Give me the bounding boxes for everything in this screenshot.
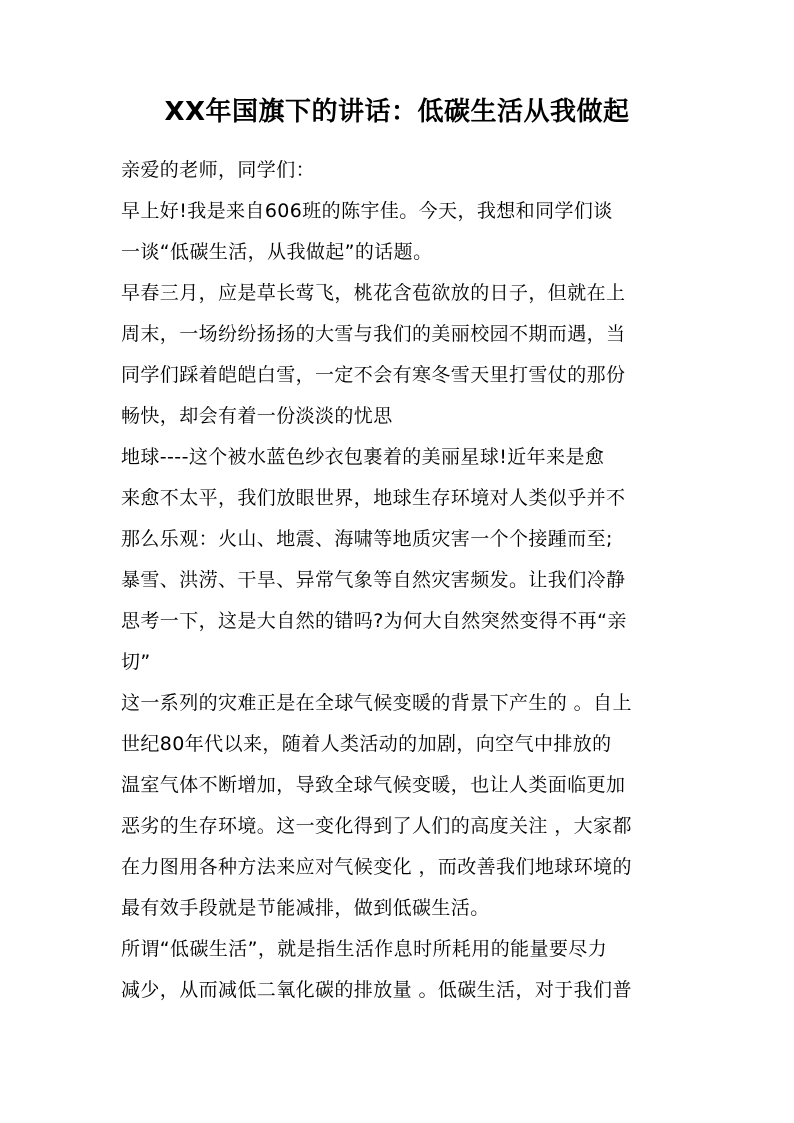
text-line: 切”: [121, 651, 151, 673]
text-line: 一谈“低碳生活，从我做起”的话题。: [121, 241, 433, 263]
text-line: 来愈不太平，我们放眼世界，地球生存环境对人类似乎并不: [121, 487, 626, 509]
text-line: 地球----这个被水蓝色纱衣包裹着的美丽星球!近年来是愈: [121, 446, 605, 468]
text-line: 那么乐观：火山、地震、海啸等地质灾害一个个接踵而至;: [121, 528, 613, 550]
text-line: 思考一下，这是大自然的错吗?为何大自然突然变得不再“亲: [121, 610, 627, 632]
text-line: 同学们踩着皑皑白雪，一定不会有寒冬雪天里打雪仗的那份: [121, 364, 626, 386]
text-line: 这一系列的灾难正是在全球气候变暖的背景下产生的 。自上: [121, 692, 632, 714]
text-line: 亲爱的老师，同学们：: [121, 159, 316, 181]
document-body: [121, 150, 673, 1011]
text-line: 温室气体不断增加，导致全球气候变暖，也让人类面临更加: [121, 774, 626, 796]
text-line: 所谓“低碳生活”，就是指生活作息时所耗用的能量要尽力: [121, 938, 608, 960]
text-line: 周末，一场纷纷扬扬的大雪与我们的美丽校园不期而遇，当: [121, 323, 626, 345]
text-line: 世纪80年代以来，随着人类活动的加剧，向空气中排放的: [121, 733, 612, 755]
text-line: 最有效手段就是节能减排，做到低碳生活。: [121, 897, 490, 919]
text-line: 早春三月，应是草长莺飞，桃花含苞欲放的日子，但就在上: [121, 282, 626, 304]
text-line: 减少，从而减低二氧化碳的排放量 。低碳生活，对于我们普: [121, 979, 632, 1001]
text-line: 恶劣的生存环境。这一变化得到了人们的高度关注 ，大家都: [121, 815, 632, 837]
text-line: 暴雪、洪涝、干旱、异常气象等自然灾害频发。让我们冷静: [121, 569, 626, 591]
document-title: XX年国旗下的讲话：低碳生活从我做起: [164, 97, 630, 127]
text-line: 畅快，却会有着一份淡淡的忧思: [121, 405, 393, 427]
text-line: 早上好!我是来自606班的陈宇佳。今天，我想和同学们谈: [121, 200, 613, 222]
text-line: 在力图用各种方法来应对气候变化 ，而改善我们地球环境的: [121, 856, 632, 878]
